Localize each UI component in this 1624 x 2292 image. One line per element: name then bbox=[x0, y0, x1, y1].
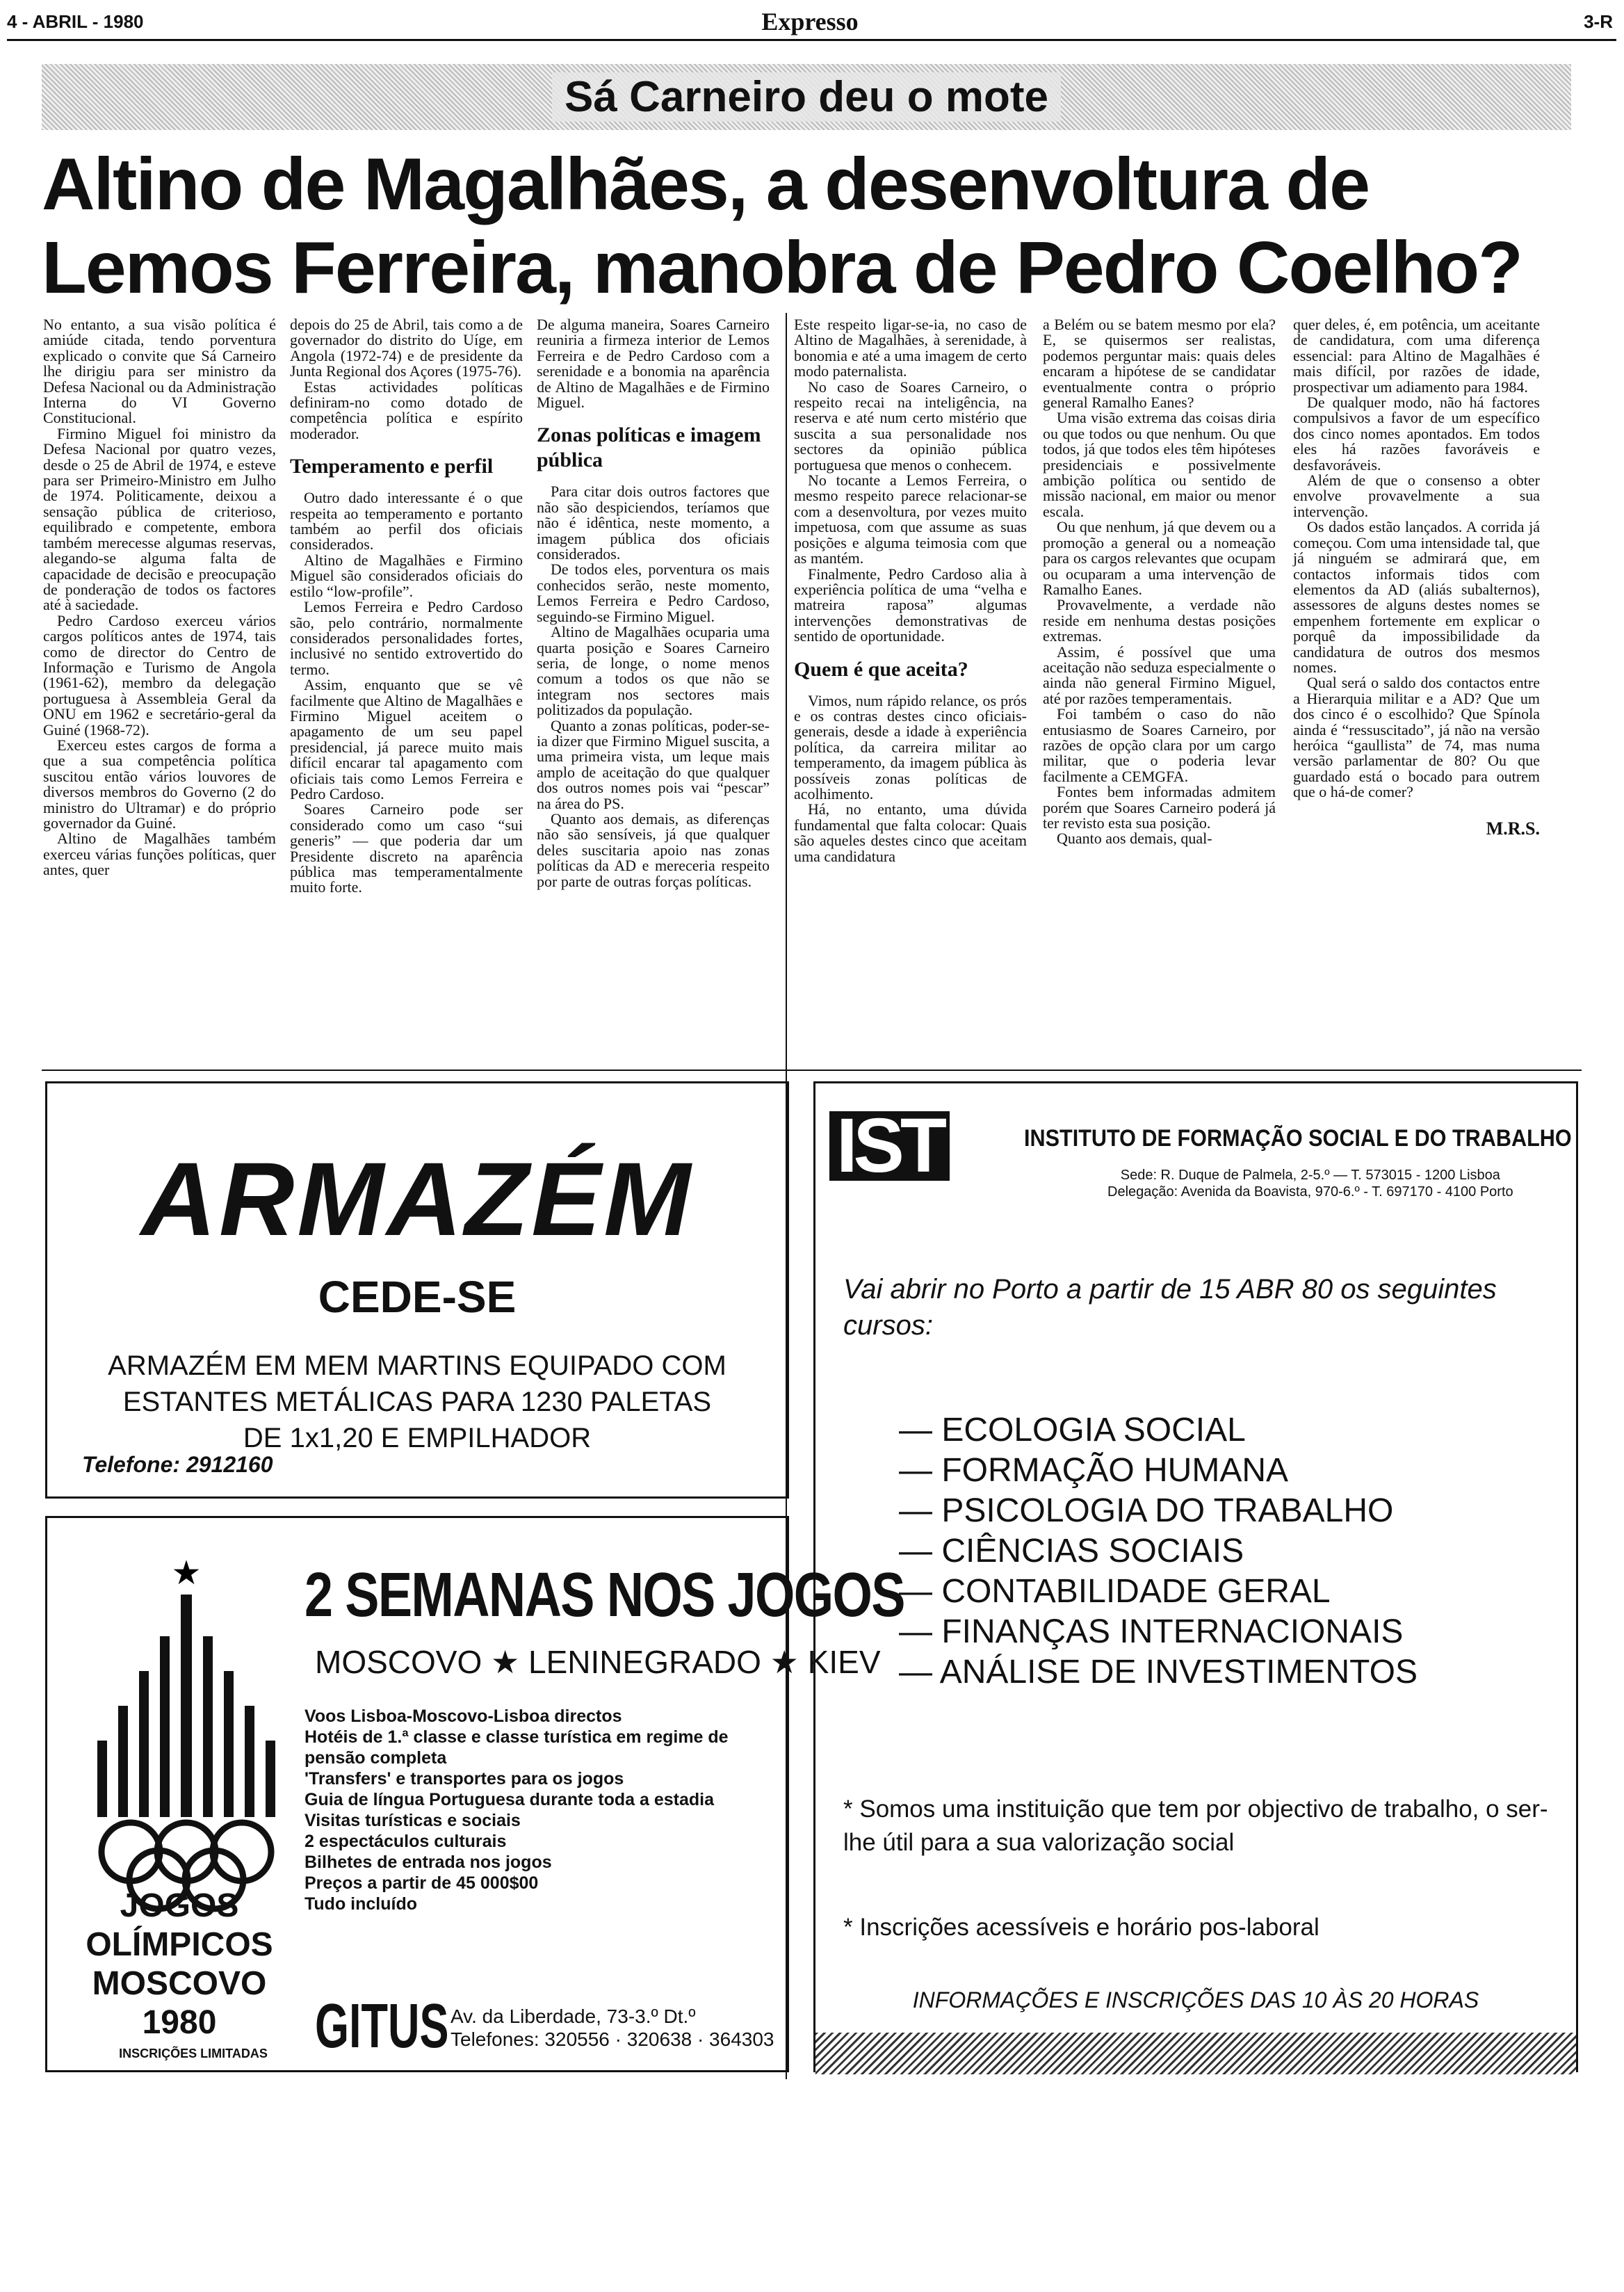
ad-armazem-subtitle: CEDE-SE bbox=[318, 1272, 517, 1322]
feature-item: Tudo incluído bbox=[304, 1894, 417, 1914]
course-item: — ANÁLISE DE INVESTIMENTOS bbox=[899, 1652, 1418, 1693]
phones-line: Telefones: 320556 · 320638 · 364303 bbox=[450, 2028, 774, 2050]
feature-item: 2 espectáculos culturais bbox=[304, 1832, 507, 1851]
article-paragraph: Ou que nenhum, já que devem ou a promoção a general ou a nomeação para os cargos relevantes que ocupam ou ocuparam a uma intervenção de Ramalho Eanes. bbox=[1043, 518, 1276, 598]
ist-delegacao: Delegação: Avenida da Boavista, 970-6.º - T. 697170 - 4100 Porto bbox=[1107, 1184, 1513, 1200]
course-item: — FINANÇAS INTERNACIONAIS bbox=[899, 1612, 1418, 1652]
article-paragraph: Altino de Magalhães também exerceu várias funções políticas, quer antes, quer bbox=[43, 830, 276, 879]
feature-item: Guia de língua Portuguesa durante toda a estadia bbox=[304, 1790, 715, 1809]
article-column-2 bbox=[290, 317, 523, 896]
section-heading: Zonas políticas e imagem pública bbox=[537, 423, 761, 472]
article-paragraph: Altino de Magalhães e Firmino Miguel são considerados oficiais do estilo “low-profile”. bbox=[290, 551, 523, 600]
article-paragraph: Uma visão extrema das coisas diria ou que todos ou que nenhum. Ou que todos, já que todos eles têm hipóteses presidenciais e possivelmente ambição política ou sentido de missão nacional, em maior ou menor escala. bbox=[1043, 409, 1276, 520]
gitus-address bbox=[450, 2005, 774, 2051]
ad-jogos-features bbox=[304, 1706, 787, 1914]
newspaper-name: Expresso bbox=[761, 8, 859, 35]
article-paragraph: De qualquer modo, não há factores compulsivos a favor de um específico dos cinco nomes apontados. Em todos eles há razões favoráveis e desfavoráveis. bbox=[1293, 394, 1540, 474]
page-number: 3-R bbox=[1584, 11, 1613, 32]
ad-jogos-title: 2 SEMANAS NOS JOGOS bbox=[304, 1560, 904, 1630]
olympic-text bbox=[54, 1887, 304, 2042]
ist-note-2: * Inscrições acessíveis e horário pos-laboral bbox=[843, 1914, 1320, 1941]
olympic-line-2: OLÍMPICOS bbox=[86, 1926, 273, 1963]
feature-item: Visitas turísticas e sociais bbox=[304, 1811, 521, 1830]
article-paragraph: Qual será o saldo dos contactos entre a Hierarquia militar e a AD? Que um dos cinco é o escolhido? Que Spínola ainda é “ressuscitado”, já não na versão heróica “gaullista” de 74, mas numa versão parlamentar de 80? Ou que guardado está o bocado para outrem que o há-de comer? bbox=[1293, 674, 1540, 801]
ad-jogos bbox=[45, 1516, 904, 2072]
gitus-brand: GITUS bbox=[315, 1992, 449, 2061]
article-paragraph: Os dados estão lançados. A corrida já começou. Com uma intensidade tal, que já ninguém se admirará que, em contactos informais tidos com elementos da AD (aliás subalternos), assessores de alguns destes nomes se empenhem fortemente em explicar o porquê da impossibilidade da candidatura de outros dos mesmos nomes. bbox=[1293, 518, 1540, 676]
article-paragraph: Foi também o caso do não entusiasmo de Soares Carneiro, por razões de opção clara por um cargo militar, que o poderia levar facilmente a CEMGFA. bbox=[1043, 705, 1276, 785]
feature-item: Bilhetes de entrada nos jogos bbox=[304, 1853, 552, 1872]
article-paragraph: Quanto aos demais, as diferenças não são sensíveis, já que qualquer deles suscitaria apoio nas zonas políticas da AD e mereceria respeito por parte de outras forças políticas. bbox=[537, 809, 770, 890]
ist-intro: Vai abrir no Porto a partir de 15 ABR 80 os seguintes cursos: bbox=[843, 1274, 1497, 1341]
article-paragraph: quer deles, é, em potência, um aceitante de candidatura, com uma diferença essencial: para Altino de Magalhães é mais difícil, por razões de idade, prospectivar um adiamento para 1984. bbox=[1293, 316, 1540, 396]
article-paragraph: De todos eles, porventura os mais conhecidos serão, neste momento, Lemos Ferreira e Pedro Cardoso, seguindo-se Firmino Miguel. bbox=[537, 560, 770, 625]
ist-addresses bbox=[1107, 1167, 1513, 1200]
article-paragraph: Lemos Ferreira e Pedro Cardoso são, pelo contrário, normalmente considerados personalidades fortes, inclusivé no sentido extrovertido do termo. bbox=[290, 598, 523, 678]
issue-date: 4 - ABRIL - 1980 bbox=[7, 11, 144, 32]
article-paragraph: No caso de Soares Carneiro, o respeito recai na inteligência, na reserva e até num certo mistério que suscita a sua personalidade nos sectores da opinião pública portuguesa que menos o conhecem. bbox=[794, 378, 1027, 474]
article-column-4 bbox=[794, 317, 1027, 864]
article-paragraph: a Belém ou se batem mesmo por ela? E, se quisermos ser realistas, podemos perguntar mais: quais deles encaram a hipótese de se candidatar eventualmente contra o próprio general Ramalho Eanes? bbox=[1043, 316, 1276, 412]
article-paragraph: Este respeito ligar-se-ia, no caso de Altino de Magalhães, à serenidade, à bonomia e até a uma imagem de certo modo paternalista. bbox=[794, 316, 1027, 380]
article-paragraph: Assim, enquanto que se vê facilmente que Altino de Magalhães e Firmino Miguel aceitem o apagamento de um seu papel presidencial, já parece muito mais difícil encarar tal apagamento com oficiais tais como Lemos Ferreira e Pedro Cardoso. bbox=[290, 676, 523, 802]
course-item: — CIÊNCIAS SOCIAIS bbox=[899, 1531, 1418, 1572]
article-paragraph: Firmino Miguel foi ministro da Defesa Nacional por quatro vezes, desde o 25 de Abril de 1974, e esteve para ser Primeiro-Ministro em Julho de 1974. Politicamente, deixou a sensação pública de criterioso, equilibrado e competente, embora também merecesse algumas reservas, alegando-se alguma falta de capacidade de decisão e preocupação de ponderação de todos os factores até à saciedade. bbox=[43, 424, 276, 614]
star-icon: ★ bbox=[171, 1553, 202, 1592]
article-paragraph: depois do 25 de Abril, tais como a de governador do distrito do Uíge, em Angola (1972-74) e de presidente da Junta Regional dos Açores (1975-76). bbox=[290, 316, 523, 380]
article-paragraph: Exerceu estes cargos de forma a que a sua competência política suscitou então vários louvores de diversos membros do Governo (2 do ministro do Ultramar) e do próprio governador da Guiné. bbox=[43, 736, 276, 832]
limited-inscriptions: INSCRIÇÕES LIMITADAS bbox=[119, 2047, 268, 2060]
author-signature: M.R.S. bbox=[1486, 818, 1540, 839]
article-paragraph: No entanto, a sua visão política é amiúde citada, tendo porventura explicado o convite que Sá Carneiro lhe dirigiu para ser ministro da Defesa Nacional ou da Administração Interna do VI Governo Constitucional. bbox=[43, 316, 276, 427]
kicker-text: Sá Carneiro deu o mote bbox=[552, 72, 1061, 122]
article-paragraph: Finalmente, Pedro Cardoso alia à experiência política de uma “velha e matreira raposa” algumas intervenções demonstrativas de sentido de oportunidade. bbox=[794, 565, 1027, 645]
article-paragraph: Estas actividades políticas definiram-no como dotado de competência política e espírito moderador. bbox=[290, 378, 523, 442]
ad-jogos-cities: MOSCOVO ★ LENINEGRADO ★ KIEV bbox=[315, 1644, 881, 1680]
ad-armazem-phone: Telefone: 2912160 bbox=[82, 1452, 273, 1477]
article-paragraph: Além de que o consenso a obter envolve provavelmente a sua intervenção. bbox=[1293, 471, 1540, 520]
ist-courses bbox=[899, 1410, 1418, 1693]
article-paragraph: Para citar dois outros factores que não são despiciendos, teríamos que não é idêntica, neste momento, a imagem pública dos oficiais considerados. bbox=[537, 483, 770, 563]
article-bottom-rule bbox=[42, 1070, 1582, 1071]
ad-armazem-description: ARMAZÉM EM MEM MARTINS EQUIPADO COM ESTANTES METÁLICAS PARA 1230 PALETAS DE 1x1,20 E EMPILHADOR bbox=[108, 1350, 726, 1453]
article-column-6 bbox=[1293, 317, 1540, 837]
course-item: — FORMAÇÃO HUMANA bbox=[899, 1451, 1418, 1491]
article-paragraph: Vimos, num rápido relance, os prós e os contras destes cinco oficiais-generais, desde a idade à experiência política, da carreira militar ao temperamento, da imagem pública às possíveis zonas políticas de acolhimento. bbox=[794, 691, 1027, 802]
ist-sede: Sede: R. Duque de Palmela, 2-5.º — T. 573015 - 1200 Lisboa bbox=[1120, 1168, 1500, 1183]
feature-item: 'Transfers' e transportes para os jogos bbox=[304, 1769, 624, 1789]
article-paragraph: Quanto aos demais, qual- bbox=[1057, 830, 1212, 848]
ist-footer: INFORMAÇÕES E INSCRIÇÕES DAS 10 ÀS 20 HORAS bbox=[912, 1987, 1479, 2012]
course-item: — CONTABILIDADE GERAL bbox=[899, 1572, 1418, 1612]
ist-logo: IST bbox=[829, 1111, 950, 1181]
article-column-1 bbox=[43, 317, 276, 878]
address-line: Av. da Liberdade, 73-3.º Dt.º bbox=[450, 2006, 696, 2027]
article-column-3 bbox=[537, 317, 770, 889]
article-paragraph: Outro dado interessante é o que respeita ao temperamento e portanto também ao perfil dos oficiais considerados. bbox=[290, 489, 523, 554]
olympic-line-4: 1980 bbox=[142, 2004, 217, 2041]
feature-item: Voos Lisboa-Moscovo-Lisboa directos bbox=[304, 1706, 622, 1726]
article-paragraph: Quanto a zonas políticas, poder-se-ia dizer que Firmino Miguel suscita, a uma primeira vista, um leque mais amplo de aceitação do que qualquer dos outros nomes pois vai “pescar” na área do PS. bbox=[537, 716, 770, 812]
course-item: — PSICOLOGIA DO TRABALHO bbox=[899, 1491, 1418, 1531]
section-heading: Quem é que aceita? bbox=[794, 657, 968, 681]
article-paragraph: Pedro Cardoso exerceu vários cargos políticos antes de 1974, tais como de director do Centro de Informação e Turismo de Angola (1961-62), membro da delegação portuguesa à Assembleia Geral da ONU em 1962 e secretário-geral da Guiné (1968-72). bbox=[43, 611, 276, 739]
olympic-line-1: JOGOS bbox=[120, 1887, 239, 1924]
ist-note-1: * Somos uma instituição que tem por objectivo de trabalho, o ser-lhe útil para a sua valorização social bbox=[843, 1795, 1548, 1856]
article-paragraph: Assim, é possível que uma aceitação não seduza especialmente o ainda não general Firmino Miguel, até por razões temperamentais. bbox=[1043, 643, 1276, 707]
kicker-banner bbox=[42, 64, 1571, 130]
article-paragraph: Soares Carneiro pode ser considerado como um caso “sui generis” — que poderia dar um Presidente discreto na aparência pública mas temperamentalmente muito forte. bbox=[290, 800, 523, 896]
moscow-tower-icon bbox=[97, 1595, 275, 1817]
ad-ist bbox=[813, 1081, 1578, 2072]
article-column-5 bbox=[1043, 317, 1276, 847]
article-paragraph: Fontes bem informadas admitem porém que Soares Carneiro poderá já ter revisto esta sua posição. bbox=[1043, 783, 1276, 832]
article-paragraph: No tocante a Lemos Ferreira, o mesmo respeito parece relacionar-se com a desenvoltura, por vezes muito impetuosa, com que assume as suas posições e alguma teimosia com que as mantém. bbox=[794, 471, 1027, 567]
article-paragraph: Altino de Magalhães ocuparia uma quarta posição e Soares Carneiro seria, de longe, o nome menos comum a todos os que não se integram nos sectores mais politizados da população. bbox=[537, 623, 770, 719]
masthead bbox=[7, 7, 1613, 39]
article-paragraph: Provavelmente, a verdade não reside em nenhuma destas posições extremas. bbox=[1043, 596, 1276, 645]
feature-item: Preços a partir de 45 000$00 bbox=[304, 1873, 539, 1893]
ad-armazem bbox=[45, 1081, 789, 1499]
ad-armazem-title: ARMAZÉM bbox=[140, 1140, 694, 1257]
course-item: — ECOLOGIA SOCIAL bbox=[899, 1410, 1418, 1451]
feature-item: Hotéis de 1.ª classe e classe turística em regime de pensão completa bbox=[304, 1727, 729, 1768]
article-paragraph: De alguma maneira, Soares Carneiro reuniria a firmeza interior de Lemos Ferreira e de Pedro Cardoso com a serenidade e a bonomia na aparência de Altino de Magalhães e de Firmino Miguel. bbox=[537, 316, 770, 412]
article-headline: Altino de Magalhães, a desenvoltura de Lemos Ferreira, manobra de Pedro Coelho? bbox=[42, 143, 1522, 309]
article-paragraph: Há, no entanto, uma dúvida fundamental que falta colocar: Quais são aqueles destes cinco que aceitam uma candidatura bbox=[794, 800, 1027, 865]
decorative-strip bbox=[815, 2033, 1576, 2074]
olympic-line-3: MOSCOVO bbox=[92, 1965, 267, 2002]
masthead-rule bbox=[7, 39, 1616, 41]
ist-name: INSTITUTO DE FORMAÇÃO SOCIAL E DO TRABALHO bbox=[1024, 1125, 1572, 1152]
section-heading: Temperamento e perfil bbox=[290, 455, 494, 478]
